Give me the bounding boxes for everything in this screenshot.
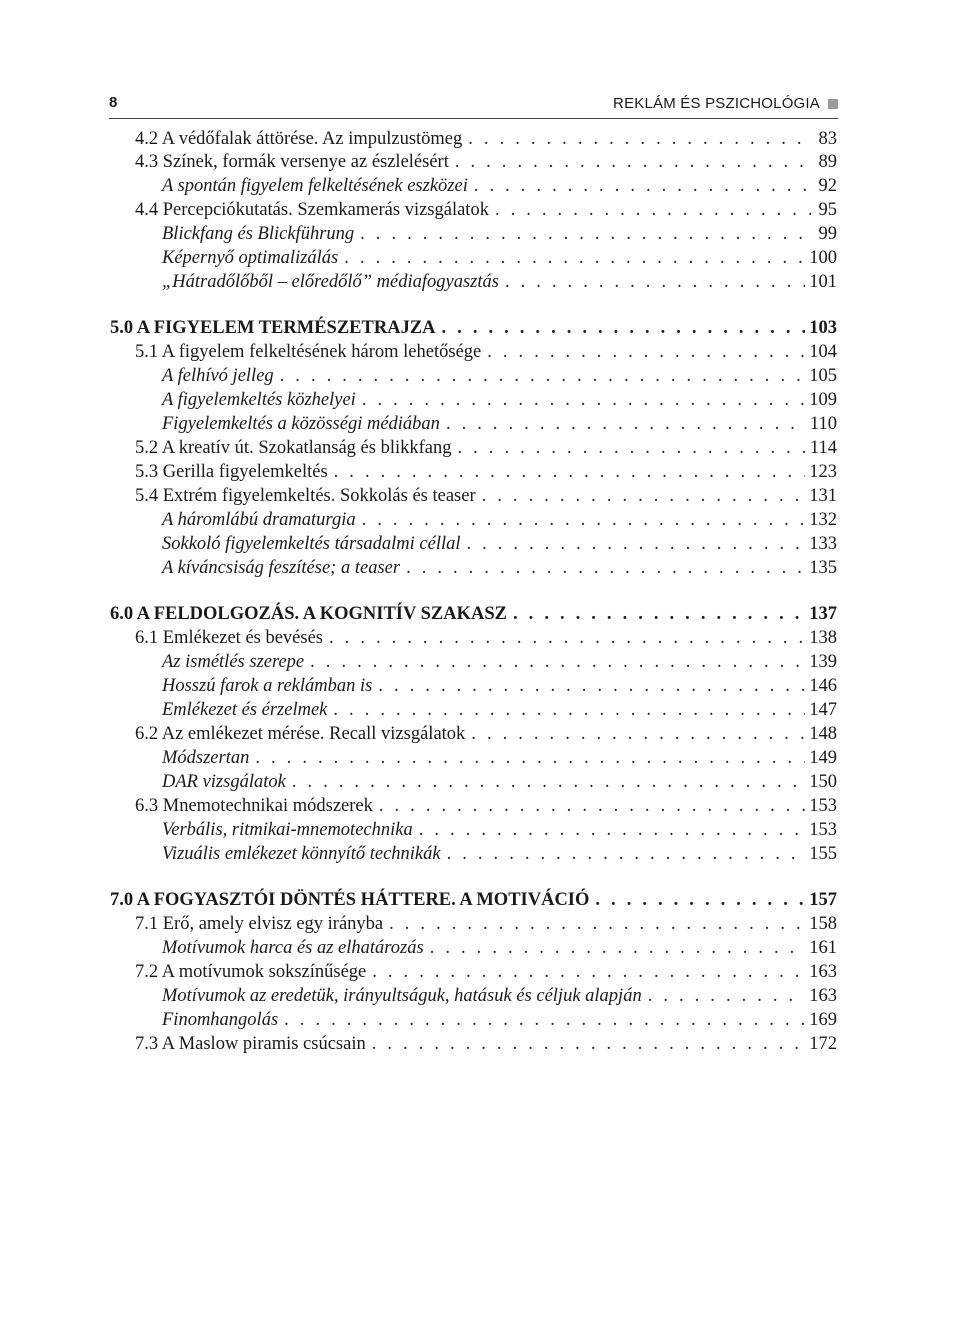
- toc-entry: [135, 198, 837, 222]
- dot-leader: [482, 484, 806, 508]
- toc-chapter: [110, 602, 837, 626]
- dot-leader: [455, 150, 811, 174]
- toc-entry: [135, 626, 837, 650]
- toc-entry: [162, 364, 837, 388]
- toc-entry-title: A figyelemkeltés közhelyei: [162, 390, 356, 410]
- dot-leader: [513, 602, 805, 626]
- toc-entry: [162, 842, 837, 866]
- toc-page-number: 109: [809, 390, 837, 410]
- dot-leader: [372, 960, 805, 984]
- toc-entry-title: Képernyő optimalizálás: [162, 248, 339, 268]
- toc-entry: [135, 794, 837, 818]
- toc-page-number: 161: [809, 938, 837, 958]
- dot-leader: [471, 722, 805, 746]
- toc-entry-title: 6.2 Az emlékezet mérése. Recall vizsgálatok: [135, 724, 466, 744]
- toc-entry-title: 6.1 Emlékezet és bevésés: [135, 628, 324, 648]
- toc-entry: [135, 436, 837, 460]
- toc-entry: [162, 770, 837, 794]
- toc-page-number: 123: [809, 462, 837, 482]
- dot-leader: [310, 650, 805, 674]
- toc-page-number: 139: [809, 652, 837, 672]
- toc-page-number: 148: [809, 724, 837, 744]
- toc-entry: [162, 412, 837, 436]
- toc-entry-title: „Hátradőlőből – előredőlő” médiafogyasztás: [162, 272, 499, 292]
- toc-page-number: 157: [809, 890, 837, 910]
- toc-entry-title: 5.0 A FIGYELEM TERMÉSZETRAJZA: [110, 318, 436, 338]
- toc-entry-title: 5.3 Gerilla figyelemkeltés: [135, 462, 328, 482]
- dot-leader: [280, 364, 806, 388]
- toc-entry-title: DAR vizsgálatok: [162, 772, 286, 792]
- dot-leader: [329, 626, 805, 650]
- dot-leader: [406, 556, 805, 580]
- toc-entry-title: Hosszú farok a reklámban is: [162, 676, 373, 696]
- toc-page-number: 169: [809, 1010, 837, 1030]
- toc-entry: [162, 556, 837, 580]
- toc-page-number: 100: [809, 248, 837, 268]
- toc-page-number: 110: [809, 414, 837, 434]
- toc-entry-title: 4.3 Színek, formák versenye az észlelésért: [135, 152, 449, 172]
- dot-leader: [447, 842, 806, 866]
- toc-entry-title: Verbális, ritmikai-mnemotechnika: [162, 820, 413, 840]
- toc-page-number: 104: [809, 342, 837, 362]
- toc-entry: [135, 127, 837, 151]
- toc-page-number: 132: [809, 510, 837, 530]
- dot-leader: [360, 222, 811, 246]
- dot-leader: [333, 698, 805, 722]
- dot-leader: [378, 674, 805, 698]
- toc-entry-title: Motívumok az eredetük, irányultságuk, hatásuk és céljuk alapján: [162, 986, 642, 1006]
- toc-entry-title: 7.3 A Maslow piramis csúcsain: [135, 1034, 366, 1054]
- toc-entry: [135, 460, 837, 484]
- dot-leader: [284, 1008, 805, 1032]
- toc-entry-title: 5.4 Extrém figyelemkeltés. Sokkolás és teaser: [135, 486, 476, 506]
- dot-leader: [487, 340, 805, 364]
- toc-entry: [162, 650, 837, 674]
- toc-entry-title: Sokkoló figyelemkeltés társadalmi céllal: [162, 534, 461, 554]
- toc-entry-title: Az ismétlés szerepe: [162, 652, 305, 672]
- toc-entry-title: 7.2 A motívumok sokszínűsége: [135, 962, 367, 982]
- toc-entry-title: Vizuális emlékezet könnyítő technikák: [162, 844, 441, 864]
- toc-page-number: 131: [809, 486, 837, 506]
- toc-page-number: 83: [818, 129, 837, 149]
- toc-page-number: 135: [809, 558, 837, 578]
- dot-leader: [372, 1032, 806, 1056]
- toc-page-number: 101: [809, 272, 837, 292]
- toc-page-number: 146: [809, 676, 837, 696]
- toc-entry: [162, 674, 837, 698]
- toc-entry-title: Finomhangolás: [162, 1010, 279, 1030]
- toc-page-number: 95: [818, 200, 837, 220]
- toc-entry: [162, 270, 837, 294]
- toc-entry: [135, 722, 837, 746]
- toc-entry: [135, 960, 837, 984]
- dot-leader: [344, 246, 805, 270]
- running-title: REKLÁM ÉS PSZICHOLÓGIA: [613, 95, 820, 112]
- toc-page-number: 138: [809, 628, 837, 648]
- toc-entry-title: 7.1 Erő, amely elvisz egy irányba: [135, 914, 384, 934]
- dot-leader: [255, 746, 805, 770]
- toc-entry: [135, 340, 837, 364]
- toc-page-number: 163: [809, 986, 837, 1006]
- toc-entry-title: A felhívó jelleg: [162, 366, 274, 386]
- toc-page-number: 153: [809, 796, 837, 816]
- toc-entry: [162, 984, 837, 1008]
- dot-leader: [334, 460, 806, 484]
- toc-entry-title: 4.4 Percepciókutatás. Szemkamerás vizsgálatok: [135, 200, 489, 220]
- dot-leader: [362, 388, 805, 412]
- toc-page-number: 137: [809, 604, 837, 624]
- toc-page-number: 147: [809, 700, 837, 720]
- toc-entry: [162, 532, 837, 556]
- toc-entry-title: A háromlábú dramaturgia: [162, 510, 356, 530]
- toc-page-number: 99: [818, 224, 837, 244]
- toc-page-number: 103: [809, 318, 837, 338]
- toc-entry: [135, 150, 837, 174]
- toc-entry-title: 5.2 A kreatív út. Szokatlanság és blikkfang: [135, 438, 452, 458]
- toc-page-number: 153: [809, 820, 837, 840]
- toc-entry: [162, 174, 837, 198]
- toc-chapter: [110, 316, 837, 340]
- toc-entry: [162, 388, 837, 412]
- toc-entry-title: Figyelemkeltés a közösségi médiában: [162, 414, 440, 434]
- dot-leader: [292, 770, 805, 794]
- page-number: 8: [109, 94, 118, 111]
- dot-leader: [442, 316, 806, 340]
- dot-leader: [430, 936, 806, 960]
- toc-entry-title: Blickfang és Blickführung: [162, 224, 355, 244]
- toc-entry: [135, 912, 837, 936]
- toc-entry: [135, 484, 837, 508]
- dot-leader: [474, 174, 811, 198]
- toc-page-number: 172: [809, 1034, 837, 1054]
- toc-page-number: 92: [818, 176, 837, 196]
- toc-entry: [162, 746, 837, 770]
- dot-leader: [595, 888, 805, 912]
- toc-entry: [162, 818, 837, 842]
- toc-page-number: 155: [809, 844, 837, 864]
- toc-entry-title: Módszertan: [162, 748, 250, 768]
- toc-page-number: 149: [809, 748, 837, 768]
- toc-page-number: 163: [809, 962, 837, 982]
- dot-leader: [446, 412, 806, 436]
- toc-page-number: 150: [809, 772, 837, 792]
- toc-entry-title: 4.2 A védőfalak áttörése. Az impulzustömeg: [135, 129, 463, 149]
- dot-leader: [505, 270, 805, 294]
- toc-page-number: 158: [809, 914, 837, 934]
- toc-entry: [135, 1032, 837, 1056]
- toc-page-number: 114: [809, 438, 837, 458]
- toc-entry-title: 5.1 A figyelem felkeltésének három lehetősége: [135, 342, 482, 362]
- toc-entry-title: 7.0 A FOGYASZTÓI DÖNTÉS HÁTTERE. A MOTIVÁCIÓ: [110, 890, 590, 910]
- dot-leader: [468, 127, 811, 151]
- toc-entry: [162, 222, 837, 246]
- dot-leader: [648, 984, 806, 1008]
- toc-page-number: 133: [809, 534, 837, 554]
- page-header: [109, 92, 838, 119]
- toc-page-number: 105: [809, 366, 837, 386]
- dot-leader: [495, 198, 811, 222]
- toc-entry-title: A spontán figyelem felkeltésének eszközei: [162, 176, 468, 196]
- dot-leader: [362, 508, 806, 532]
- dot-leader: [389, 912, 805, 936]
- toc-entry: [162, 1008, 837, 1032]
- toc-entry: [162, 698, 837, 722]
- toc-entry-title: 6.3 Mnemotechnikai módszerek: [135, 796, 373, 816]
- dot-leader: [458, 436, 806, 460]
- square-icon: [828, 99, 838, 109]
- toc-entry: [162, 508, 837, 532]
- toc-page-number: 89: [818, 152, 837, 172]
- dot-leader: [419, 818, 806, 842]
- toc-chapter: [110, 888, 837, 912]
- toc-entry-title: Motívumok harca és az elhatározás: [162, 938, 424, 958]
- toc-entry-title: Emlékezet és érzelmek: [162, 700, 328, 720]
- dot-leader: [466, 532, 805, 556]
- toc-entry-title: A kíváncsiság feszítése; a teaser: [162, 558, 401, 578]
- dot-leader: [379, 794, 805, 818]
- toc-entry-title: 6.0 A FELDOLGOZÁS. A KOGNITÍV SZAKASZ: [110, 604, 508, 624]
- toc-entry: [162, 246, 837, 270]
- toc-entry: [162, 936, 837, 960]
